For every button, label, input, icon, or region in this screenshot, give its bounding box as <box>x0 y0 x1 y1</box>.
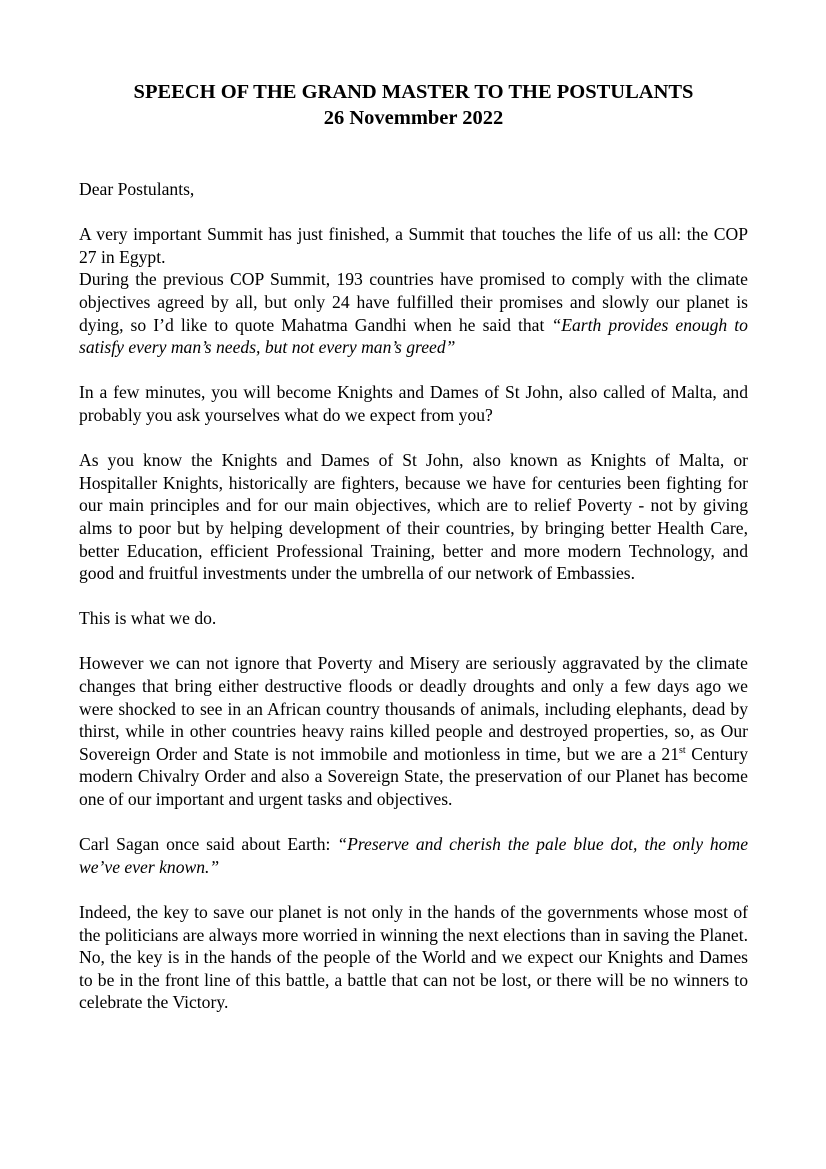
paragraph-hospitaller: As you know the Knights and Dames of St John, also known as Knights of Malta, or Hospitaller Knights, historically are fighters, because we have for centuries been fighting for our main principles and for our main objectives, which are to relief Poverty - not by giving alms to poor but by helping development of their countries, by bringing better Health Care, better Education, efficient Professional Training, better and more modern Technology, and good and fruitful investments under the umbrella of our network of Embassies. <box>79 450 748 584</box>
sagan-quote: “Preserve and cherish the pale blue dot, the only home we’ve ever known.” <box>79 834 748 877</box>
paragraph-key-to-save: Indeed, the key to save our planet is not only in the hands of the governments whose most of the politicians are always more worried in winning the next elections than in saving the Planet. No, the key is in the hands of the people of the World and we expect our Knights and Dames to be in the front line of this battle, a battle that can not be lost, or there will be no winners to celebrate the Victory. <box>79 902 748 1013</box>
document-title <box>79 79 748 131</box>
paragraph-cop27: A very important Summit has just finished, a Summit that touches the life of us all: the COP 27 in Egypt. <box>79 224 748 267</box>
paragraph-what-we-do: This is what we do. <box>79 608 217 629</box>
gandhi-quote: “Earth provides enough to satisfy every man’s needs, but not every man’s greed” <box>79 314 748 358</box>
title-line-1: SPEECH OF THE GRAND MASTER TO THE POSTULANTS <box>133 81 694 103</box>
salutation: Dear Postulants, <box>79 179 195 199</box>
paragraph-sagan-text: Carl Sagan once said about Earth: <box>79 834 338 855</box>
paragraph-gandhi-text: During the previous COP Summit, 193 countries have promised to comply with the climate objectives agreed by all, but only 24 have fulfilled their promises and slowly our planet is dying, so I’d like to quote Mahatma Gandhi when he said that <box>79 269 748 335</box>
paragraph-climate-part2: Century modern Chivalry Order and also a Sovereign State, the preservation of our Planet has become one of our important and urgent tasks and objectives. <box>79 743 748 810</box>
document-page <box>79 79 748 1014</box>
paragraph-knights-dames: In a few minutes, you will become Knights and Dames of St John, also called of Malta, and probably you ask yourselves what do we expect from you? <box>79 382 748 425</box>
paragraph-gandhi <box>79 268 748 358</box>
paragraph-climate <box>79 652 748 810</box>
title-date: 26 Novemmber 2022 <box>323 107 504 129</box>
paragraph-climate-part1: However we can not ignore that Poverty and Misery are seriously aggravated by the climate changes that bring either destructive floods or deadly droughts and only a few days ago we were shocked to see in an African country thousands of animals, including elephants, dead by thirst, while in other countries heavy rains killed people and destroyed properties, so, as Our Sovereign Order and State is not immobile and motionless in time, but we are a 21 <box>79 653 748 764</box>
ordinal-suffix: st <box>679 744 686 756</box>
paragraph-sagan <box>79 833 748 878</box>
speech-body <box>79 178 748 1014</box>
